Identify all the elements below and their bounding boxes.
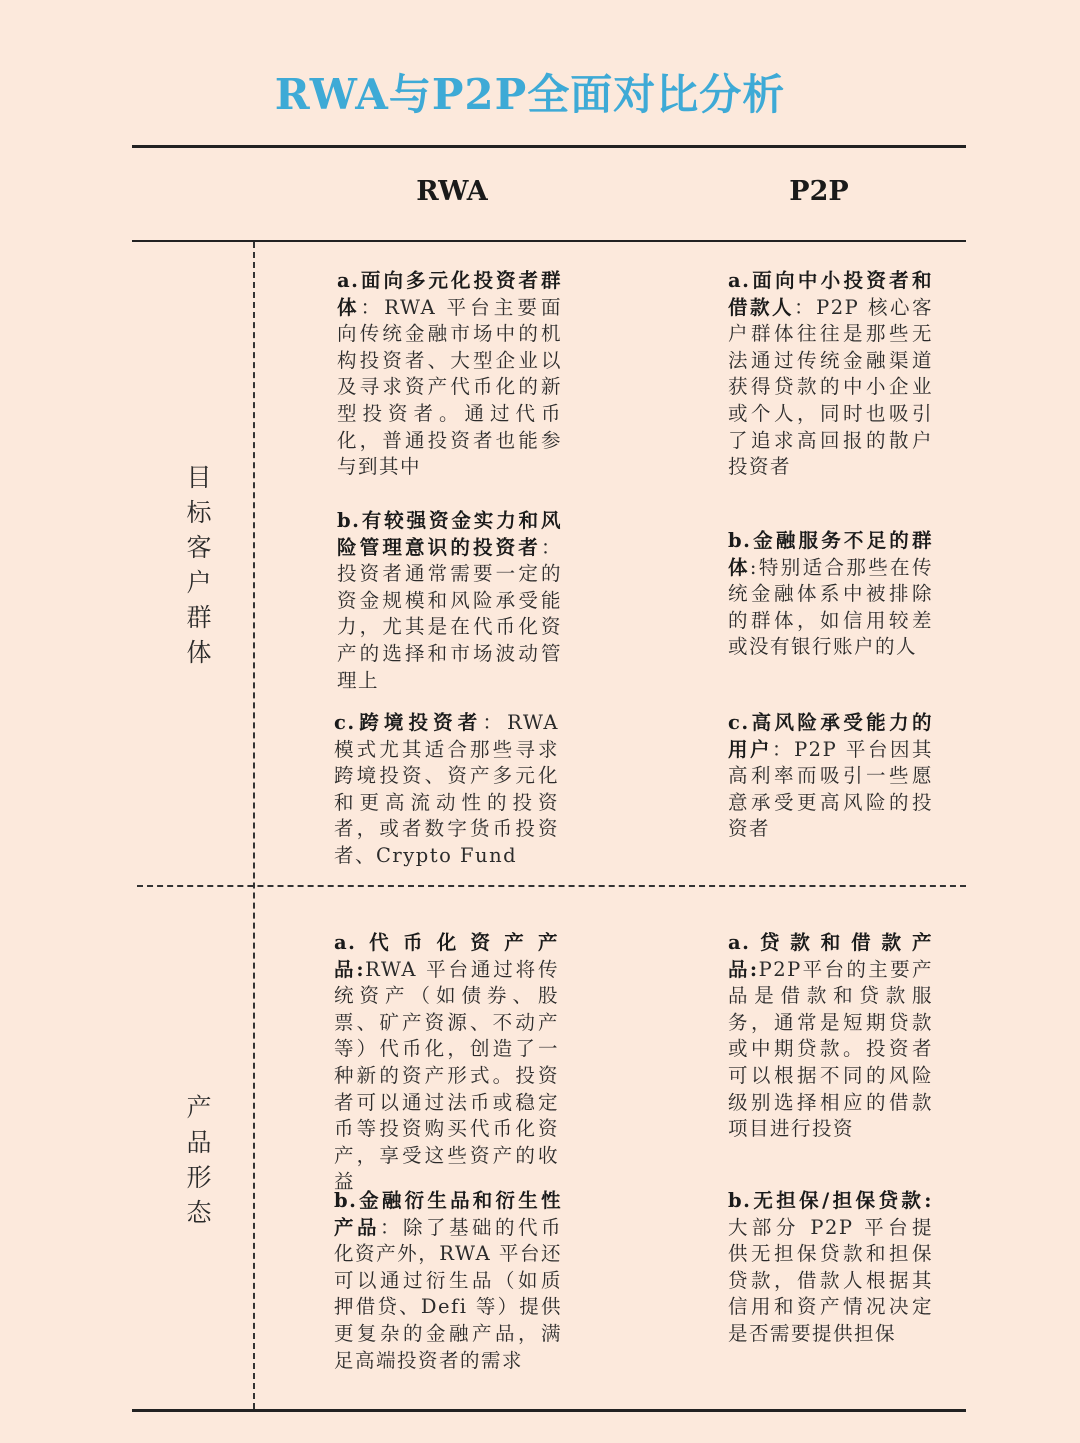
rwa-product-item-a: a.代币化资产产品:RWA 平台通过将传统资产（如债券、股票、矿产资源、不动产等）代币化，创造了一种新的资产形式。投资者可以通过法币或稳定币等投资购买代币化资产，享受这些资产的收益 bbox=[334, 931, 560, 1194]
p2p-target-item-c: c.高风险承受能力的用户：P2P 平台因其高利率而吸引一些愿意承受更高风险的投资者 bbox=[728, 711, 933, 841]
rwa-target-item-c: c.跨境投资者：RWA 模式尤其适合那些寻求跨境投资、资产多元化和更高流动性的投资者，或者数字货币投资者、Crypto Fund bbox=[334, 711, 559, 867]
table-bottom-rule bbox=[132, 1409, 966, 1412]
row-label-divider bbox=[253, 242, 255, 1409]
table-top-rule bbox=[132, 145, 966, 148]
p2p-target-item-b: b.金融服务不足的群体:特别适合那些在传统金融体系中被排除的群体，如信用较差或没有银行账户的人 bbox=[728, 529, 933, 659]
column-header-rwa: RWA bbox=[416, 176, 488, 207]
header-rule bbox=[132, 240, 966, 242]
p2p-product-item-b: b.无担保/担保贷款:大部分 P2P 平台提供无担保贷款和担保贷款，借款人根据其信用和资产情况决定是否需要提供担保 bbox=[728, 1189, 933, 1345]
row-divider bbox=[137, 885, 966, 887]
rwa-target-item-a: a.面向多元化投资者群体：RWA 平台主要面向传统金融市场中的机构投资者、大型企业以及寻求资产代币化的新型投资者。通过代币化，普通投资者也能参与到其中 bbox=[337, 269, 562, 479]
row-label-target-customers: 目 标 客 户 群 体 bbox=[186, 463, 212, 667]
rwa-product-item-b: b.金融衍生品和衍生性产品：除了基础的代币化资产外，RWA 平台还可以通过衍生品（如质押借贷、Defi 等）提供更复杂的金融产品，满足高端投资者的需求 bbox=[334, 1189, 562, 1372]
p2p-target-item-a: a.面向中小投资者和借款人：P2P 核心客户群体往往是那些无法通过传统金融渠道获得贷款的中小企业或个人，同时也吸引了追求高回报的散户投资者 bbox=[728, 269, 933, 479]
column-header-p2p: P2P bbox=[789, 176, 849, 207]
page-title: RWA与P2P全面对比分析 bbox=[274, 70, 786, 119]
p2p-product-item-a: a.贷款和借款产品:P2P平台的主要产品是借款和贷款服务，通常是短期贷款或中期贷款。投资者可以根据不同的风险级别选择相应的借款项目进行投资 bbox=[728, 931, 933, 1141]
rwa-target-item-b: b.有较强资金实力和风险管理意识的投资者：投资者通常需要一定的资金规模和风险承受能力，尤其是在代币化资产的选择和市场波动管理上 bbox=[337, 509, 562, 692]
row-label-product-form: 产 品 形 态 bbox=[186, 1093, 212, 1227]
